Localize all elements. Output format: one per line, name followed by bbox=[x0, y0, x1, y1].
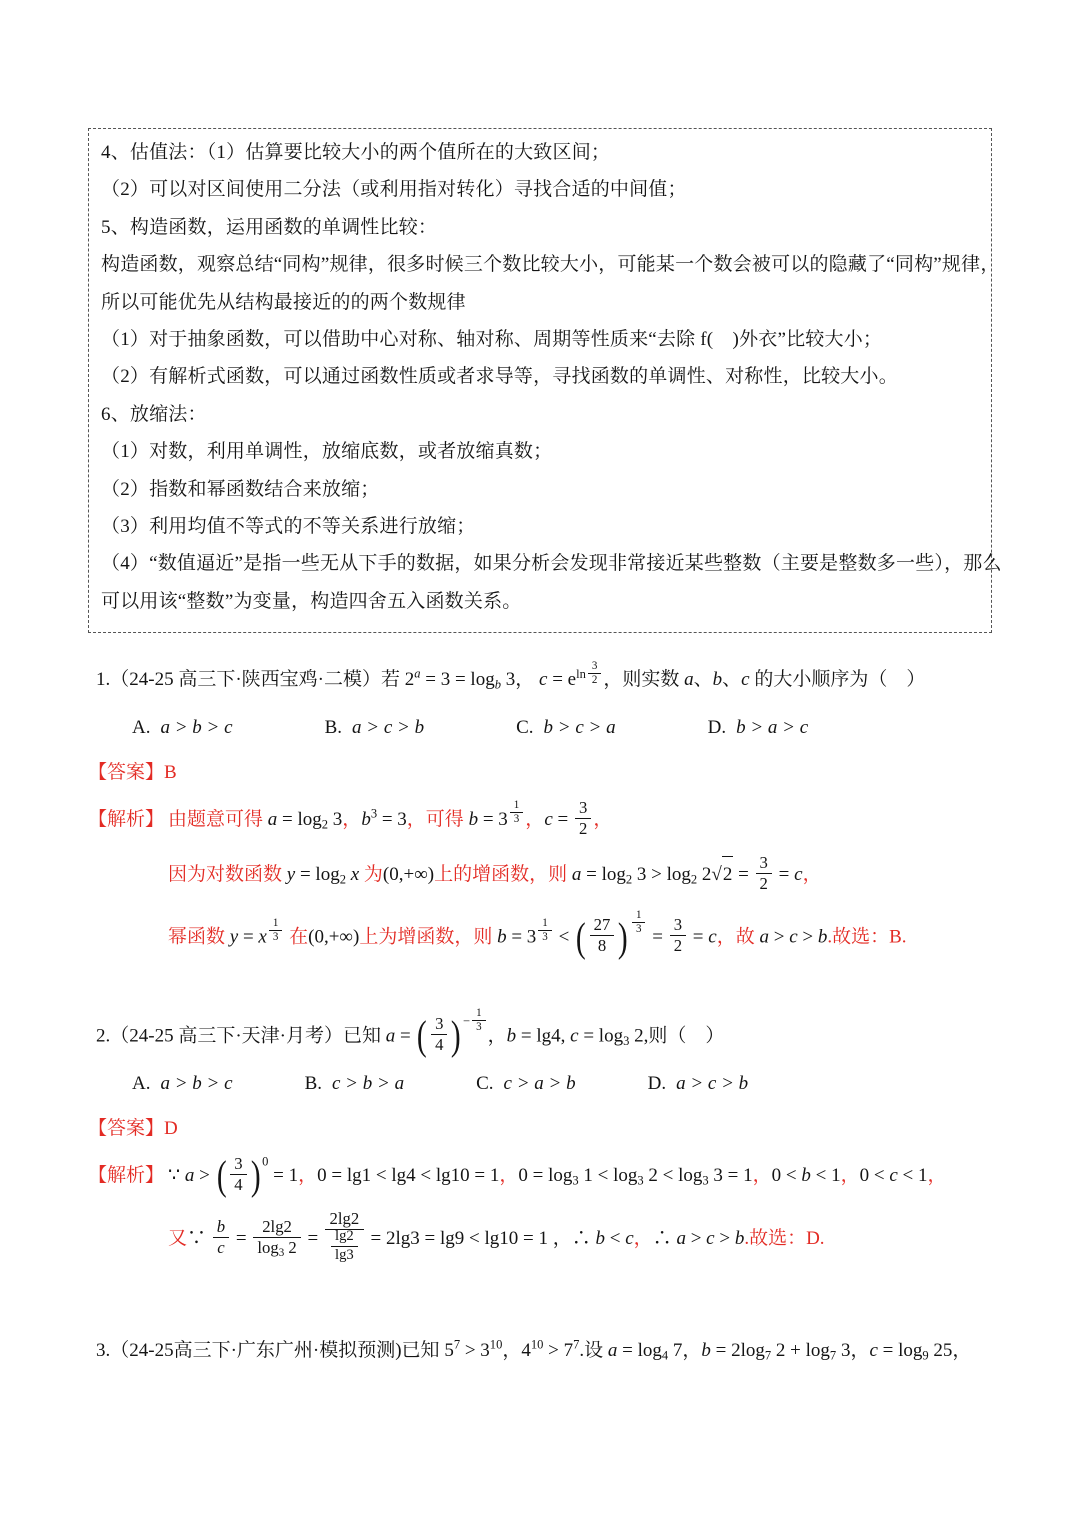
analysis-line: 【解析】 ∵ a > ( 3 4 ) $^0$ = 1，0 = lg1 < lg4 < lg10 = 1，$0 = \log_3 1 < \log_3 2 < \log_3 3 = 1$，0 < b < 1，0 < c < 1， bbox=[88, 1152, 947, 1198]
option-letter: A. bbox=[132, 717, 151, 739]
problem-2-analysis-block bbox=[88, 1152, 992, 1269]
analysis-line: 因为对数函数 $y = \log_2 x$ 为(0,+∞)上的增函数，则 $a = \log_2 3 > \log_2 2$ √ 2 = $\frac{3}{2}$ = c， bbox=[168, 852, 822, 893]
method-line: （1）对于抽象函数，可以借助中心对称、轴对称、周期等性质来“去除 f( )外衣”比较大小； bbox=[101, 329, 883, 351]
answer-label: 【答案】 bbox=[88, 762, 165, 784]
option-letter: C. bbox=[476, 1072, 494, 1094]
method-line: （3）利用均值不等式的不等关系进行放缩； bbox=[101, 516, 476, 538]
method-line: （2）可以对区间使用二分法（或利用指对转化）寻找合适的中间值； bbox=[101, 179, 687, 201]
problem-2-options-row bbox=[88, 1069, 992, 1099]
option-d bbox=[708, 713, 809, 743]
analysis-line: 又∵ $\frac{b}{c}$ = $\frac{2\lg 2}{\log_3 2}$ = $\frac{2\lg 2}{\frac{\lg 2}{\lg 3}}$ = 2lg3 = lg9 < lg10 = 1 ，∴ b < c，∴ a > c > b.故选：D. bbox=[168, 1208, 825, 1263]
problem-3-stem: 3.（24-25高三下·广东广州·模拟预测)已知 $5^7 > 3^{10}$，$4^{10} > 7^7$.设 $a = \log_4 7$，$b = 2\log_7$ $2 + \log_7 3$，$c = \log_9 25$， bbox=[96, 1337, 972, 1363]
option-letter: C. bbox=[516, 717, 534, 739]
problem-2 bbox=[88, 1009, 992, 1269]
method-line: 构造函数，观察总结“同构”规律，很多时候三个数比较大小，可能某一个数会被可以的隐藏了“同构”规律， bbox=[101, 254, 1000, 276]
problem-3 bbox=[88, 1330, 992, 1372]
method-line: 6、放缩法： bbox=[101, 403, 207, 425]
answer-value: B bbox=[164, 762, 177, 784]
method-line: （2）指数和幂函数结合来放缩； bbox=[101, 478, 380, 500]
problem-2-answer-line bbox=[88, 1113, 992, 1145]
analysis-line: 幂函数 y = x $^{\frac{1}{3}}$ 在(0,+∞)上为增函数，则 b = 3 $^{\frac{1}{3}}$ < ( 27 8 ) $^{\frac{1}{3}}$ = $\frac{3}{2}$ = c，故 a > c > b.故选：B. bbox=[168, 908, 907, 960]
method-line: 4、估值法：（1）估算要比较大小的两个值所在的大致区间； bbox=[101, 142, 611, 163]
option-letter: B. bbox=[304, 1072, 322, 1094]
analysis-label: 【解析】 bbox=[88, 1164, 165, 1186]
option-letter: D. bbox=[707, 717, 727, 739]
method-line: 5、构造函数，运用函数的单调性比较： bbox=[101, 216, 438, 238]
option-math: b > a > c bbox=[736, 717, 809, 739]
method-line: 可以用该“整数”为变量，构造四舍五入函数关系。 bbox=[101, 590, 522, 612]
option-letter: D. bbox=[647, 1072, 667, 1094]
option-math: a > c > b bbox=[352, 717, 425, 739]
option-a bbox=[132, 1069, 233, 1099]
problem-1 bbox=[88, 659, 992, 958]
option-math: a > b > c bbox=[160, 717, 233, 739]
method-line: （2）有解析式函数，可以通过函数性质或者求导等，寻找函数的单调性、对称性，比较大小。 bbox=[101, 366, 898, 388]
option-letter: A. bbox=[132, 1072, 151, 1094]
method-line: （1）对数，利用单调性，放缩底数，或者放缩真数； bbox=[101, 441, 553, 463]
option-b bbox=[305, 1069, 405, 1099]
option-letter: B. bbox=[324, 717, 342, 739]
method-line: 所以可能优先从结构最接近的的两个数规律 bbox=[101, 291, 466, 313]
option-a bbox=[132, 713, 233, 743]
option-math: c > b > a bbox=[332, 1072, 405, 1094]
method-line: （4）“数值逼近”是指一些无从下手的数据，如果分析会发现非常接近某些整数（主要是整数多一些），那么 bbox=[101, 553, 1002, 575]
option-math: c > a > b bbox=[503, 1072, 576, 1094]
option-math: b > c > a bbox=[543, 717, 616, 739]
problem-1-analysis-block bbox=[88, 797, 992, 960]
answer-label: 【答案】 bbox=[88, 1118, 165, 1140]
option-c bbox=[476, 1069, 576, 1099]
option-b bbox=[325, 713, 425, 743]
problem-1-options-row bbox=[88, 713, 992, 743]
problem-1-stem: 1.（24-25 高三下·陕西宝鸡·二模）若 $2^a = 3 = \log_b 3$， $c = e^{ln \frac{3}{2}}$ ，则实数 a、b、c 的大小顺序为（ ） bbox=[96, 659, 926, 692]
option-math: a > c > b bbox=[676, 1072, 749, 1094]
option-math: a > b > c bbox=[160, 1072, 233, 1094]
method-box bbox=[88, 128, 1002, 633]
answer-value: D bbox=[164, 1118, 178, 1140]
option-d bbox=[648, 1069, 749, 1099]
analysis-line: 【解析】 由题意可得 $a = \log_2 3$，$b^3 = 3$，可得 b = 3 $^{\frac{1}{3}}$ ，c = $\frac{3}{2}$ ， bbox=[88, 797, 613, 838]
problem-1-answer-line bbox=[88, 757, 992, 789]
problem-2-stem: 2.（24-25 高三下·天津·月考）已知 a = ( 3 4 ) $^{- \frac{1}{3}}$ ，b = lg4, $c = \log_3 2$,则（ ） bbox=[96, 1007, 725, 1059]
analysis-label: 【解析】 bbox=[88, 808, 165, 830]
option-c bbox=[516, 713, 616, 743]
